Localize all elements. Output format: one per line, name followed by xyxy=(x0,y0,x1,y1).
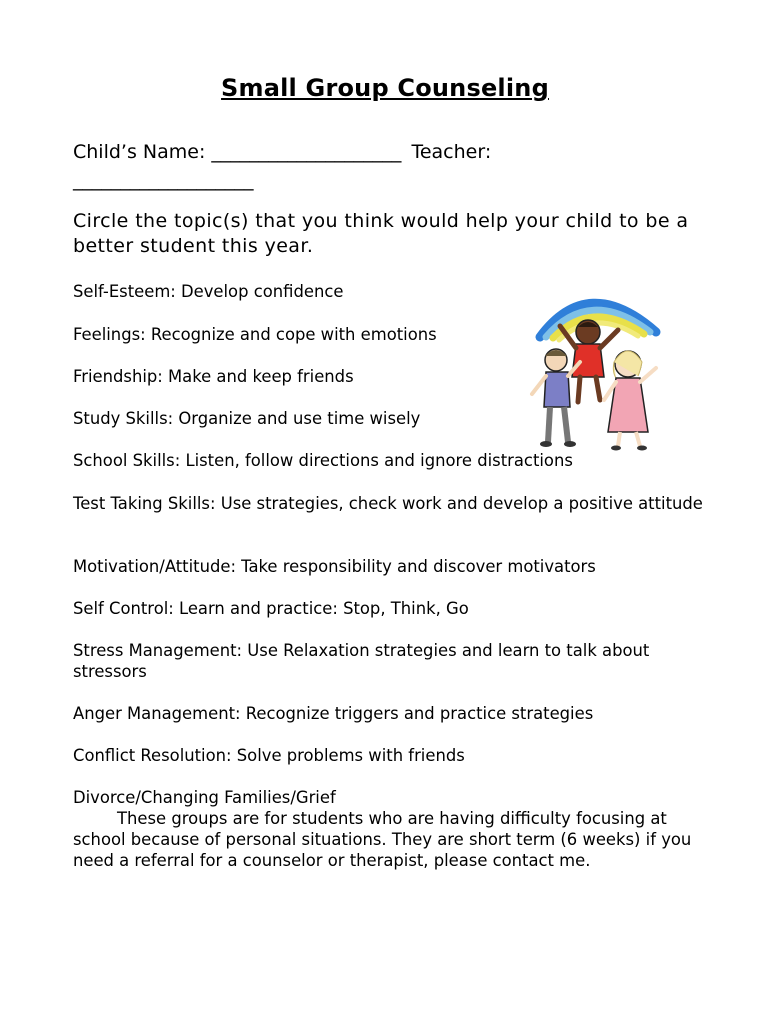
teacher-blank: ___________________ xyxy=(73,169,254,191)
topic-friendship: Friendship: Make and keep friends xyxy=(73,367,354,386)
topic-self-esteem: Self-Esteem: Develop confidence xyxy=(73,282,344,301)
topic-self-control: Self Control: Learn and practice: Stop, Think, Go xyxy=(73,599,469,618)
topic-school-skills: School Skills: Listen, follow directions and ignore distractions xyxy=(73,451,573,470)
topic-study-skills: Study Skills: Organize and use time wisely xyxy=(73,409,421,428)
topic-test-taking: Test Taking Skills: Use strategies, check work and develop a positive attitude xyxy=(73,494,703,513)
topic-divorce: Divorce/Changing Families/Grief xyxy=(73,788,336,807)
topic-feelings: Feelings: Recognize and cope with emotions xyxy=(73,325,437,344)
topic-stress: Stress Management: Use Relaxation strategies and learn to talk about stressors xyxy=(73,641,650,681)
name-fields xyxy=(73,138,713,194)
topic-anger: Anger Management: Recognize triggers and practice strategies xyxy=(73,704,594,723)
topic-conflict: Conflict Resolution: Solve problems with friends xyxy=(73,746,465,765)
instruction-text: Circle the topic(s) that you think would help your child to be a better student this year. xyxy=(73,210,689,257)
children-rainbow-clipart xyxy=(528,282,668,452)
closing-paragraph: These groups are for students who are having difficulty focusing at school because of personal situations. They are short term (6 weeks) if you need a referral for a counselor or therapist, please contact me. xyxy=(73,809,692,870)
child-name-label: Child’s Name: ____________________ xyxy=(73,141,402,163)
page-title: Small Group Counseling xyxy=(221,74,549,102)
topic-motivation: Motivation/Attitude: Take responsibility and discover motivators xyxy=(73,557,596,576)
teacher-label: Teacher: xyxy=(411,141,492,163)
